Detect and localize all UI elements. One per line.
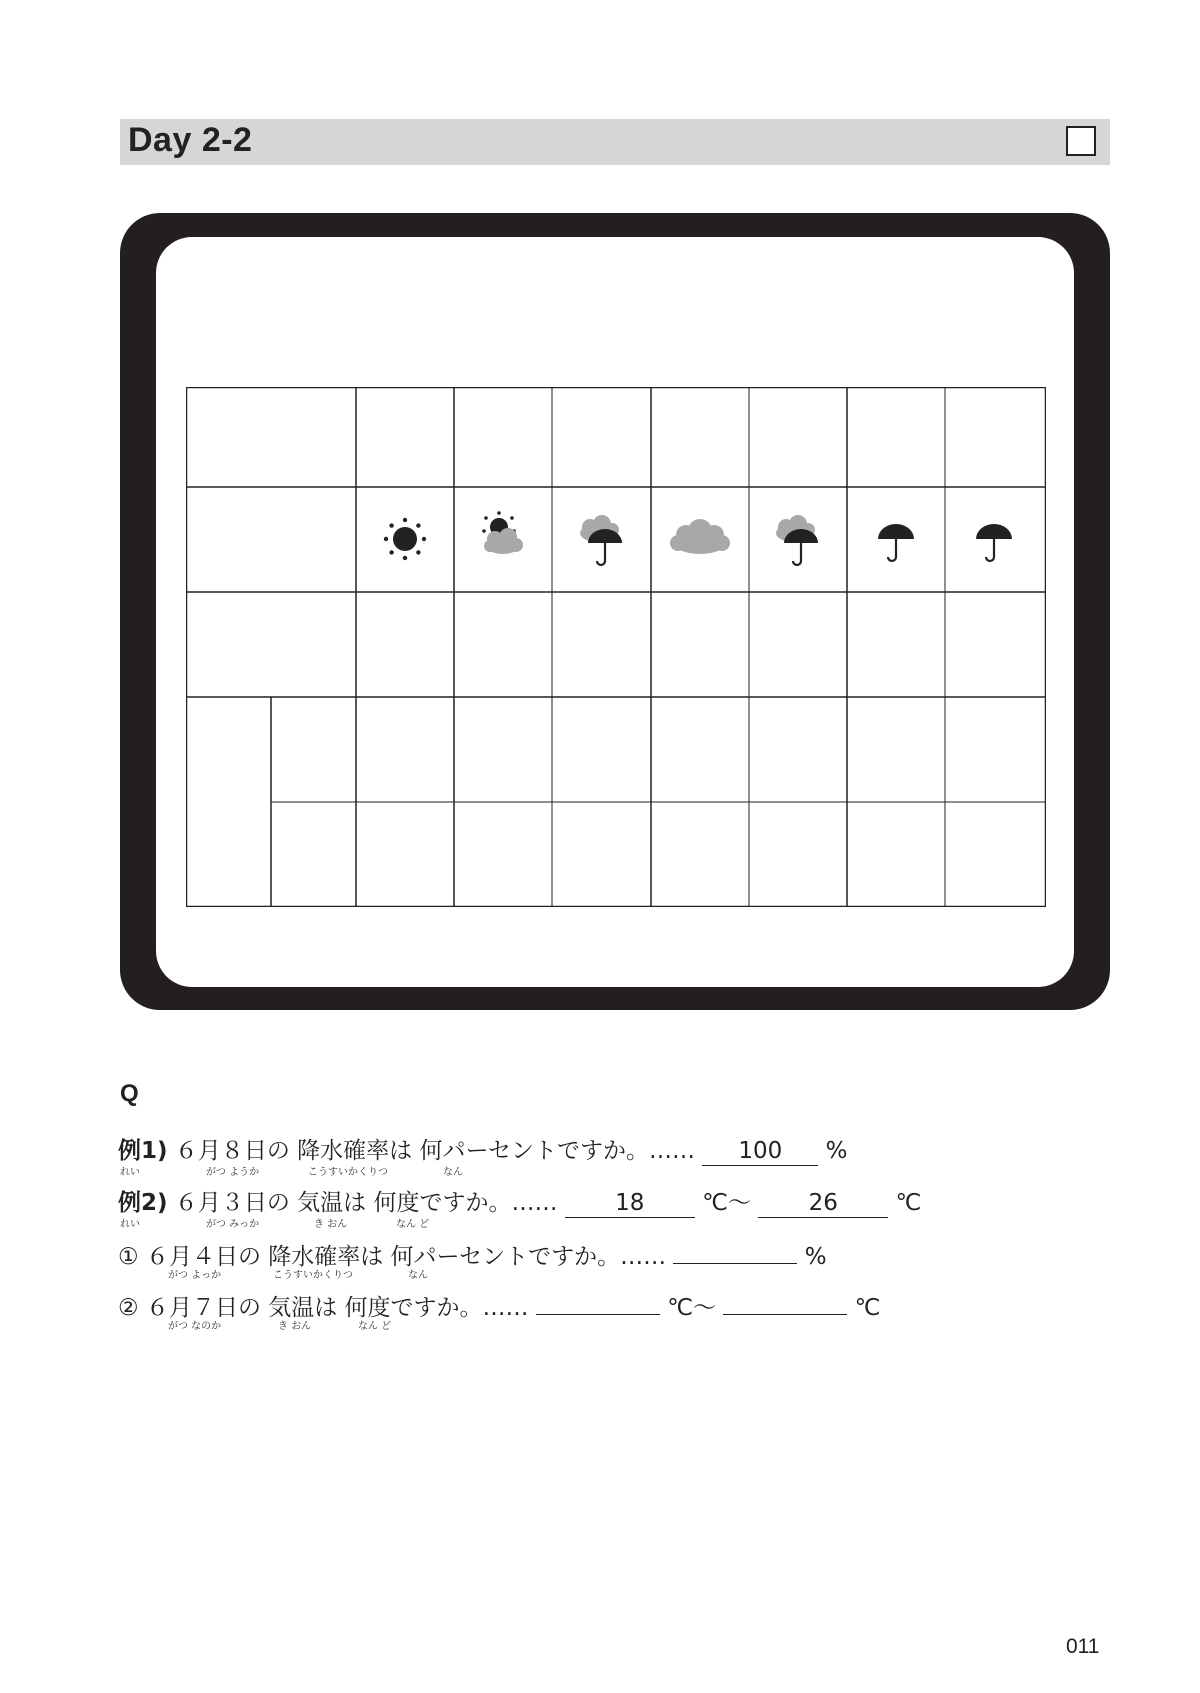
furigana: こうすいかくりつ — [308, 1167, 388, 1178]
furigana: なん ど — [396, 1219, 430, 1230]
question-example-1 — [118, 1132, 847, 1166]
umbrella-icon — [878, 524, 914, 561]
furigana: なん — [443, 1167, 463, 1178]
weather-table-grid — [186, 387, 1046, 907]
answer-field[interactable] — [673, 1235, 797, 1264]
tablet-frame — [120, 213, 1110, 1010]
cloud-rain-icon — [580, 515, 622, 565]
question-text: ６月３日の 気温は 何度ですか。…… — [174, 1190, 565, 1216]
page-title: Day 2-2 — [128, 121, 253, 159]
question-2 — [118, 1286, 881, 1322]
weather-table — [186, 387, 1046, 907]
title-bar — [120, 119, 1110, 165]
question-text: ６月７日の 気温は 何度ですか。…… — [145, 1295, 536, 1321]
furigana: れい — [120, 1167, 140, 1178]
question-1 — [118, 1235, 827, 1271]
furigana: がつ よっか — [168, 1270, 222, 1281]
cloud-rain-icon — [776, 515, 818, 565]
cloud-icon — [670, 519, 730, 554]
answer-field[interactable]: 100 — [702, 1137, 818, 1166]
answer-unit: ℃ — [854, 1295, 881, 1321]
question-lead: 例1) — [118, 1138, 168, 1164]
furigana: なん ど — [358, 1321, 392, 1332]
questions-label: Q — [120, 1080, 139, 1107]
furigana: き おん — [314, 1219, 348, 1230]
page-number: 011 — [1066, 1635, 1100, 1658]
sun-behind-cloud-icon — [482, 511, 523, 554]
tablet-screen — [156, 237, 1074, 987]
furigana: こうすいかくりつ — [273, 1270, 353, 1281]
furigana: き おん — [278, 1321, 312, 1332]
furigana: がつ ようか — [206, 1167, 260, 1178]
furigana: がつ なのか — [168, 1321, 222, 1332]
done-checkbox[interactable] — [1066, 126, 1096, 156]
answer-unit: ℃〜 — [702, 1190, 751, 1216]
answer-unit: ℃ — [895, 1190, 922, 1216]
sun-icon — [384, 518, 426, 560]
question-text: ６月８日の 降水確率は 何パーセントですか。…… — [174, 1138, 703, 1164]
answer-field-low[interactable]: 18 — [565, 1189, 695, 1218]
question-lead: 例2) — [118, 1190, 168, 1216]
question-lead: ① — [118, 1244, 139, 1270]
question-example-2 — [118, 1184, 921, 1218]
answer-unit: % — [804, 1244, 827, 1270]
furigana: れい — [120, 1219, 140, 1230]
question-text: ６月４日の 降水確率は 何パーセントですか。…… — [145, 1244, 674, 1270]
answer-field-high[interactable]: 26 — [758, 1189, 888, 1218]
answer-field-low[interactable] — [536, 1286, 660, 1315]
question-lead: ② — [118, 1295, 139, 1321]
umbrella-icon — [976, 524, 1012, 561]
furigana: がつ みっか — [206, 1219, 260, 1230]
answer-unit: % — [825, 1138, 848, 1164]
answer-field-high[interactable] — [723, 1286, 847, 1315]
furigana: なん — [408, 1270, 428, 1281]
answer-unit: ℃〜 — [667, 1295, 717, 1321]
